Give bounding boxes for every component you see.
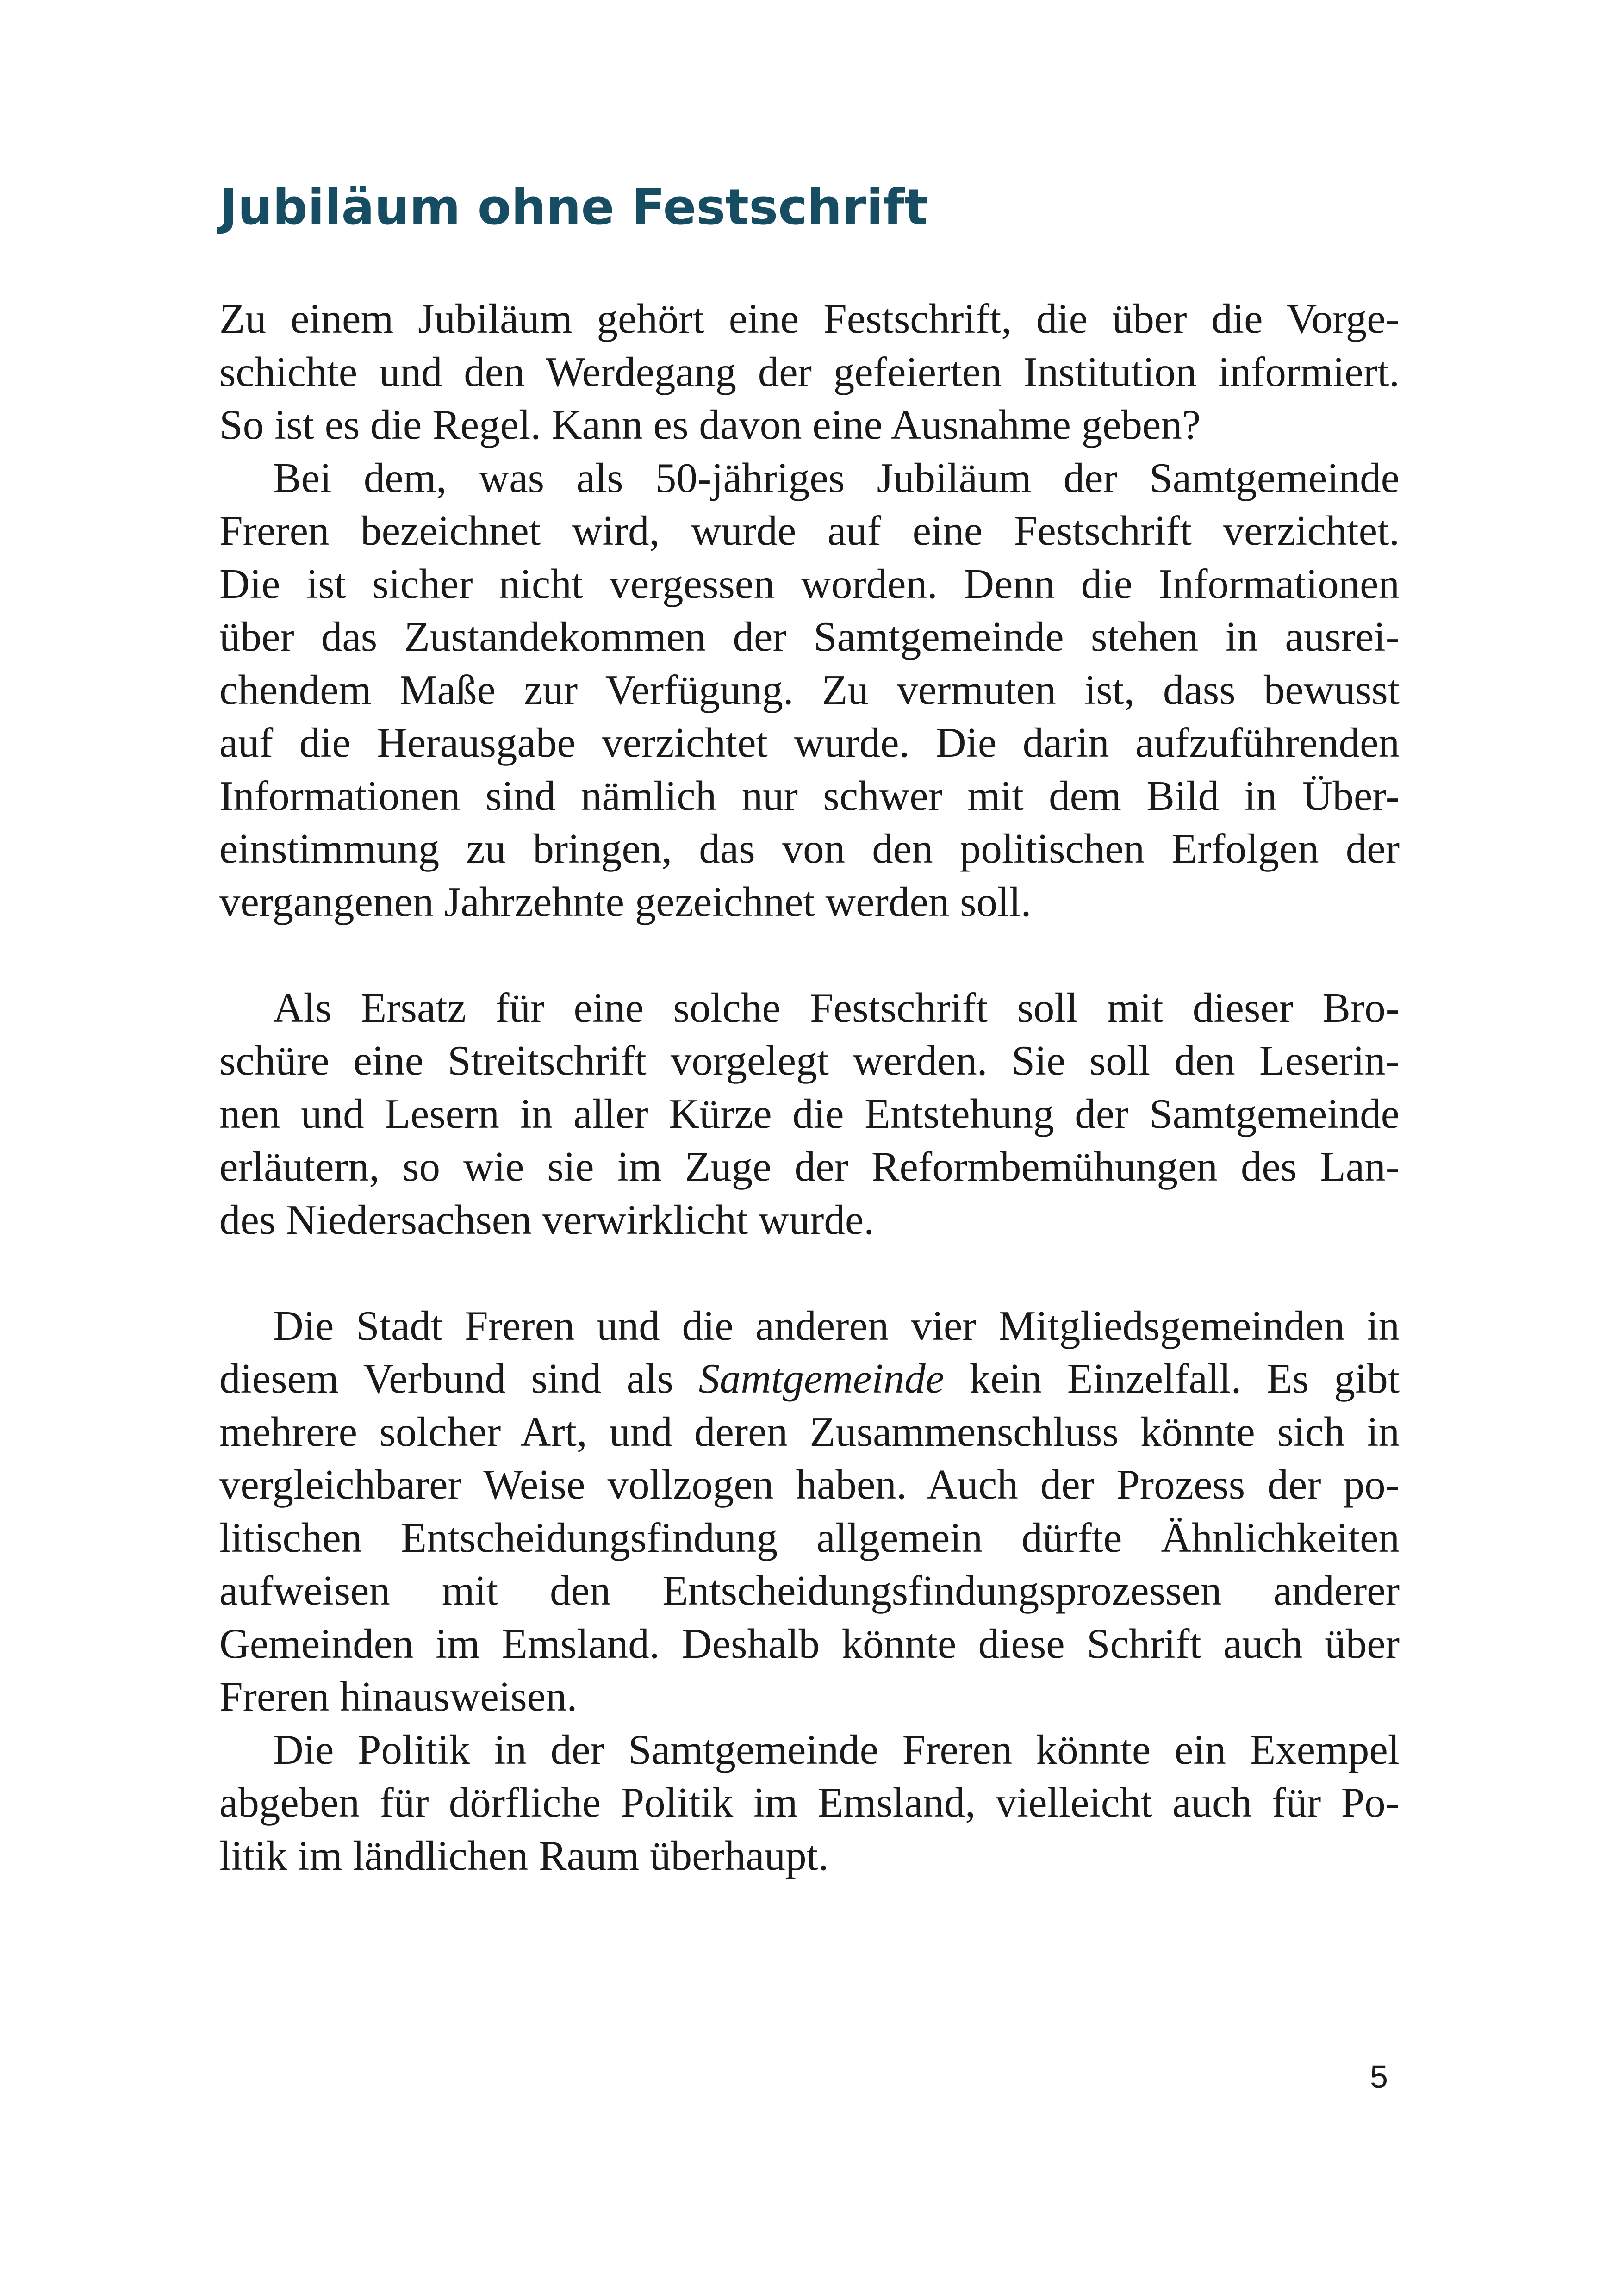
text-line: abgeben für dörfliche Politik im Emsland, vielleicht auch für Po- <box>219 1779 1400 1826</box>
text-line: Die Politik in der Samtgemeinde Freren könnte ein Exempel <box>273 1726 1400 1773</box>
text-line: erläutern, so wie sie im Zuge der Reformbemühungen des Lan- <box>219 1143 1400 1190</box>
text-line: Informationen sind nämlich nur schwer mit dem Bild in Über- <box>219 772 1400 819</box>
emphasis-text: Samtgemeinde <box>698 1355 945 1402</box>
text-line: Freren hinausweisen. <box>219 1673 578 1720</box>
text-line: Als Ersatz für eine solche Festschrift soll mit dieser Bro- <box>273 984 1400 1031</box>
text-line: schüre eine Streitschrift vorgelegt werden. Sie soll den Leserin- <box>219 1037 1400 1084</box>
body-text <box>219 292 1400 1882</box>
paragraph-gap <box>219 928 1400 982</box>
text-line: einstimmung zu bringen, das von den politischen Erfolgen der <box>219 825 1400 872</box>
text-line: litik im ländlichen Raum überhaupt. <box>219 1832 829 1879</box>
text-line: auf die Herausgabe verzichtet wurde. Die darin aufzuführenden <box>219 719 1400 766</box>
text-line: vergangenen Jahrzehnte gezeichnet werden soll. <box>219 878 1032 925</box>
text-line: Gemeinden im Emsland. Deshalb könnte diese Schrift auch über <box>219 1620 1400 1667</box>
text-line: Bei dem, was als 50-jähriges Jubiläum der Samtgemeinde <box>273 454 1400 501</box>
page-number: 5 <box>1370 2059 1388 2095</box>
text-line: über das Zustandekommen der Samtgemeinde stehen in ausrei- <box>219 613 1400 660</box>
text-line: schichte und den Werdegang der gefeierten Institution informiert. <box>219 348 1400 395</box>
paragraph-gap <box>219 1246 1400 1300</box>
text-line: Zu einem Jubiläum gehört eine Festschrift, die über die Vorge- <box>219 295 1400 342</box>
text-line: Freren bezeichnet wird, wurde auf eine Festschrift verzichtet. <box>219 507 1400 554</box>
text-run: kein Einzelfall. Es gibt <box>944 1355 1400 1402</box>
text-line: Die Stadt Freren und die anderen vier Mitgliedsgemeinden in <box>273 1302 1400 1349</box>
text-line <box>219 1352 1400 1406</box>
text-line: So ist es die Regel. Kann es davon eine Ausnahme geben? <box>219 401 1201 448</box>
text-line: chendem Maße zur Verfügung. Zu vermuten ist, dass bewusst <box>219 666 1400 713</box>
text-run: diesem Verbund sind als <box>219 1355 699 1402</box>
text-line: nen und Lesern in aller Kürze die Entstehung der Samtgemeinde <box>219 1090 1400 1137</box>
text-line: mehrere solcher Art, und deren Zusammenschluss könnte sich in <box>219 1408 1400 1455</box>
text-line: Die ist sicher nicht vergessen worden. Denn die Informationen <box>219 560 1400 607</box>
text-line: aufweisen mit den Entscheidungsfindungsprozessen anderer <box>219 1567 1400 1614</box>
text-line: litischen Entscheidungsfindung allgemein dürfte Ähnlichkeiten <box>219 1514 1400 1561</box>
text-line: des Niedersachsen verwirklicht wurde. <box>219 1196 875 1243</box>
text-line: vergleichbarer Weise vollzogen haben. Auch der Prozess der po- <box>219 1461 1400 1508</box>
page-heading: Jubiläum ohne Festschrift <box>219 179 928 236</box>
